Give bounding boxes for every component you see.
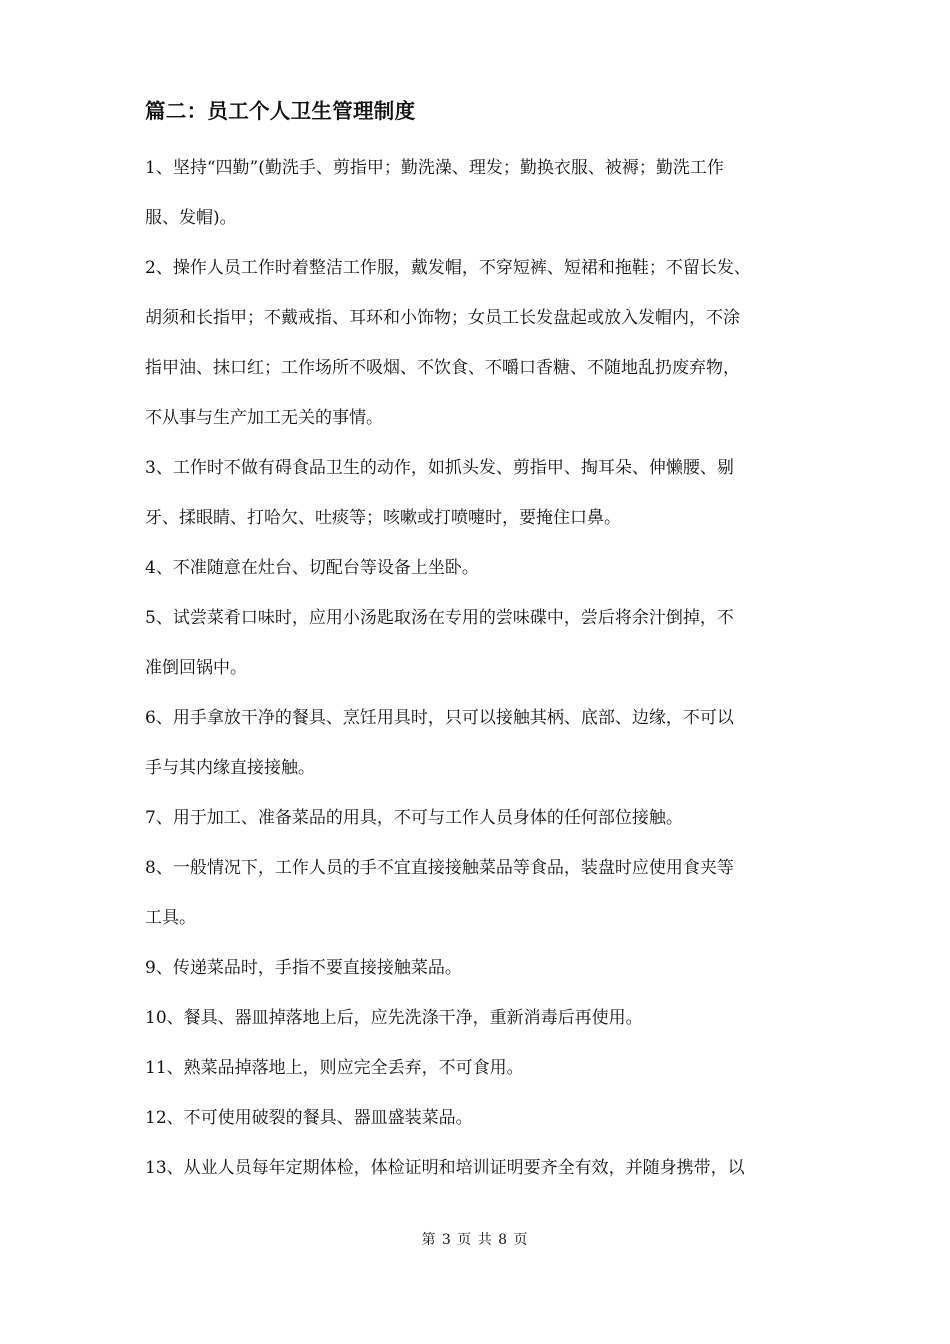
text-line: 手与其内缘直接接触。 (145, 758, 315, 778)
regulation-item-2 (145, 252, 815, 434)
text-line: 服、发帽)。 (145, 208, 237, 228)
text-line: 6、用手拿放干净的餐具、烹饪用具时，只可以接触其柄、底部、边缘，不可以 (145, 708, 734, 728)
regulation-item-10 (145, 1002, 815, 1034)
regulation-item-7 (145, 802, 815, 834)
regulation-item-3 (145, 452, 815, 534)
text-line: 13、从业人员每年定期体检，体检证明和培训证明要齐全有效，并随身携带，以 (145, 1158, 745, 1178)
text-line: 工具。 (145, 908, 196, 928)
text-line: 胡须和长指甲；不戴戒指、耳环和小饰物；女员工长发盘起或放入发帽内，不涂 (145, 308, 740, 328)
regulation-item-13 (145, 1152, 815, 1184)
regulation-body (145, 152, 815, 1202)
text-line: 不从事与生产加工无关的事情。 (145, 408, 383, 428)
text-line: 牙、揉眼睛、打哈欠、吐痰等；咳嗽或打喷嚏时，要掩住口鼻。 (145, 508, 621, 528)
text-line: 9、传递菜品时，手指不要直接接触菜品。 (145, 958, 462, 978)
section-heading: 篇二：员工个人卫生管理制度 (145, 99, 416, 123)
regulation-item-9 (145, 952, 815, 984)
regulation-item-12 (145, 1102, 815, 1134)
regulation-item-4 (145, 552, 815, 584)
text-line: 准倒回锅中。 (145, 658, 247, 678)
regulation-item-1 (145, 152, 815, 234)
text-line: 指甲油、抹口红；工作场所不吸烟、不饮食、不嚼口香糖、不随地乱扔废弃物， (145, 358, 740, 378)
text-line: 4、不准随意在灶台、切配台等设备上坐卧。 (145, 558, 479, 578)
regulation-item-11 (145, 1052, 815, 1084)
text-line: 3、工作时不做有碍食品卫生的动作，如抓头发、剪指甲、掏耳朵、伸懒腰、剔 (145, 458, 734, 478)
text-line: 10、餐具、器皿掉落地上后，应先洗涤干净，重新消毒后再使用。 (145, 1008, 643, 1028)
text-line: 8、一般情况下，工作人员的手不宜直接接触菜品等食品，装盘时应使用食夹等 (145, 858, 734, 878)
text-line: 5、试尝菜肴口味时，应用小汤匙取汤在专用的尝味碟中，尝后将余汁倒掉，不 (145, 608, 734, 628)
text-line: 2、操作人员工作时着整洁工作服，戴发帽，不穿短裤、短裙和拖鞋；不留长发、 (145, 258, 751, 278)
regulation-item-5 (145, 602, 815, 684)
text-line: 1、坚持“四勤”(勤洗手、剪指甲；勤洗澡、理发；勤换衣服、被褥；勤洗工作 (145, 158, 724, 178)
regulation-item-8 (145, 852, 815, 934)
text-line: 7、用于加工、准备菜品的用具，不可与工作人员身体的任何部位接触。 (145, 808, 683, 828)
regulation-item-6 (145, 702, 815, 784)
text-line: 12、不可使用破裂的餐具、器皿盛装菜品。 (145, 1108, 473, 1128)
text-line: 11、熟菜品掉落地上，则应完全丢弃，不可食用。 (145, 1058, 524, 1078)
page-number-footer: 第 3 页 共 8 页 (421, 1232, 529, 1248)
